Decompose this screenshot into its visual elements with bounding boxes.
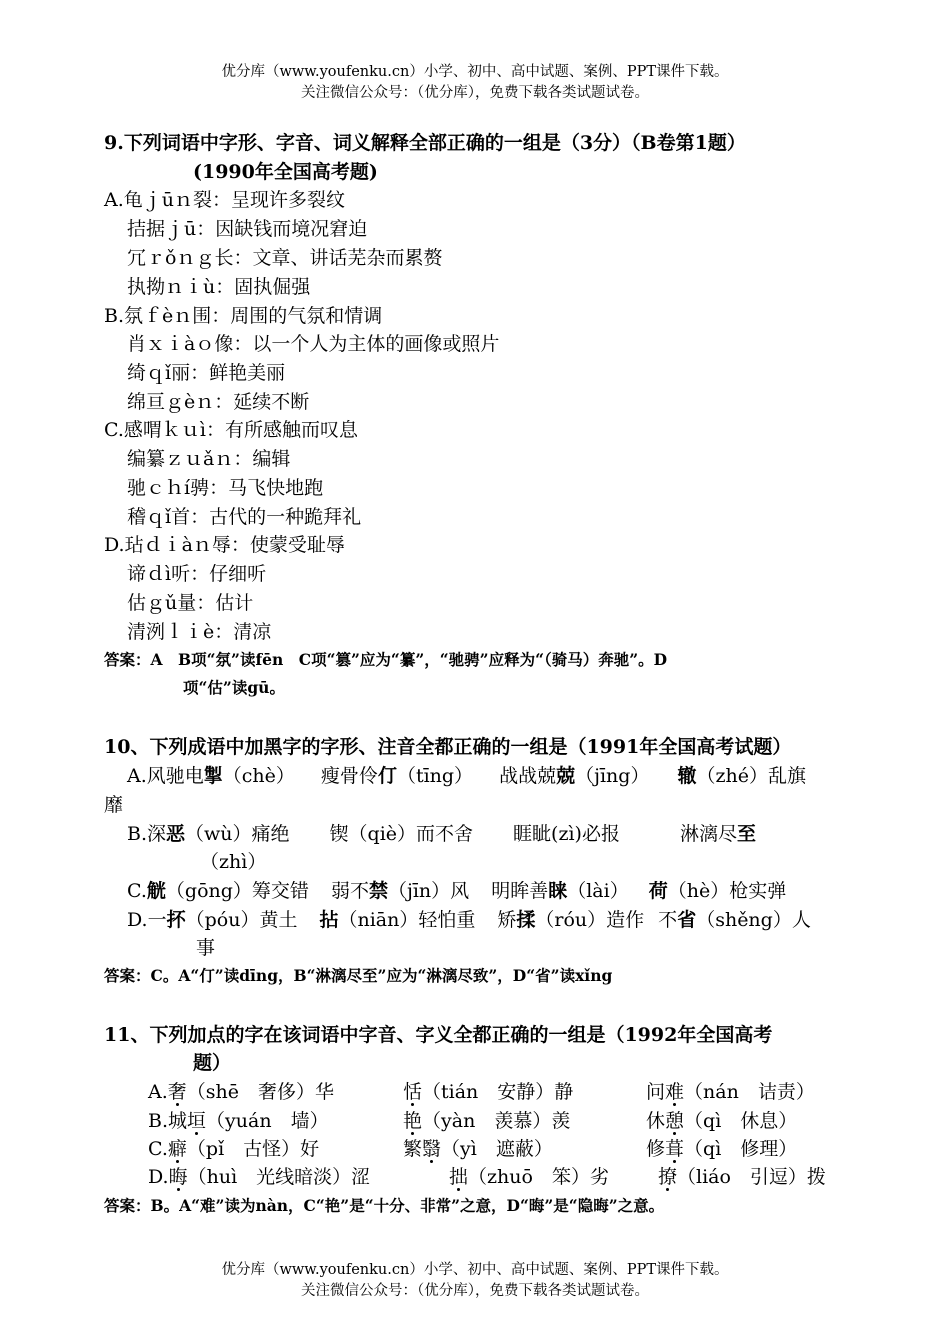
bold-char: 觥 xyxy=(146,880,166,902)
text: 修 xyxy=(646,1138,666,1160)
dotted-char: 难 xyxy=(665,1081,685,1103)
pinyin: （jīng） xyxy=(575,765,650,787)
text: C. xyxy=(148,1138,168,1160)
q9-option-a: A.龟ｊūｎ裂：呈现许多裂纹 xyxy=(104,189,345,211)
q9-answer-line-2: 项“估”读gū。 xyxy=(183,678,285,697)
bold-char: 辙 xyxy=(677,765,697,787)
text: （róu）造作 xyxy=(535,909,645,931)
text: （shěng）人 xyxy=(696,909,811,931)
q9-line: 拮据ｊū：因缺钱而境况窘迫 xyxy=(127,218,368,240)
q11-answer: 答案：B。A“难”读为nàn，C“艳”是“十分、非常”之意，D“晦”是“隐晦”之意。 xyxy=(104,1196,665,1215)
q11-row-d-col3 xyxy=(658,1163,826,1191)
text: 战战兢 xyxy=(499,765,557,787)
q11-title-line-2: 题） xyxy=(193,1052,232,1074)
text: （pǐ 古怪）好 xyxy=(186,1138,320,1160)
header-line-2: 关注微信公众号：（优分库），免费下载各类试题试卷。 xyxy=(301,85,649,101)
q9-line: 绵亘ｇèｎ：延续不断 xyxy=(127,391,310,413)
bold-char: 禁 xyxy=(368,880,388,902)
bold-char: 睐 xyxy=(548,880,568,902)
pinyin: （lài） xyxy=(567,880,629,902)
text: （qì 修理） xyxy=(684,1138,798,1160)
text: （shē 奢侈）华 xyxy=(186,1081,335,1103)
dotted-char: 憩 xyxy=(665,1110,685,1132)
bold-char: 至 xyxy=(736,823,756,845)
q11-row-a-col3 xyxy=(646,1078,815,1106)
q11-row-d-col2 xyxy=(449,1163,609,1191)
q10-option-a xyxy=(127,762,806,790)
text: B.深 xyxy=(127,823,167,845)
bold-char: 揉 xyxy=(516,909,536,931)
bold-char: 荷 xyxy=(648,880,668,902)
text: （póu）黄土 xyxy=(185,909,298,931)
q9-option-b: B.氛ｆèｎ围：周围的气氛和情调 xyxy=(104,305,383,327)
q9-line: 冗ｒǒｎｇ长：文章、讲话芜杂而累赘 xyxy=(127,247,443,269)
bold-char: 仃 xyxy=(377,765,397,787)
bold-char: 抔 xyxy=(166,909,186,931)
text: 繁 xyxy=(403,1138,423,1160)
bold-char: 省 xyxy=(677,909,697,931)
pinyin: （zhé）乱旗 xyxy=(696,765,806,787)
q9-line: 稽ｑǐ首：古代的一种跪拜礼 xyxy=(127,506,362,528)
q11-row-d-col1 xyxy=(148,1163,370,1191)
text: （gōng）筹交错 xyxy=(165,880,309,902)
q9-option-c: C.感喟ｋｕì：有所感触而叹息 xyxy=(104,419,358,441)
q9-line: 谛ｄì听：仔细听 xyxy=(127,563,267,585)
q9-line: 清洌ｌｉè：清凉 xyxy=(127,621,272,643)
text: A.风驰电 xyxy=(127,765,204,787)
text: （tián 安静）静 xyxy=(422,1081,574,1103)
q11-row-b-col3 xyxy=(646,1107,797,1135)
text: C. xyxy=(127,880,147,902)
bold-char: 恶 xyxy=(166,823,186,845)
text: 明眸善 xyxy=(491,880,549,902)
text: （zhuō 笨）劣 xyxy=(468,1166,609,1188)
text: （niān）轻怕重 xyxy=(338,909,476,931)
text: （yuán 墙） xyxy=(206,1110,329,1132)
text: A. xyxy=(148,1081,168,1103)
bold-char: 拈 xyxy=(319,909,339,931)
q9-option-d: D.玷ｄｉàｎ辱：使蒙受耻辱 xyxy=(104,534,345,556)
text: B.城 xyxy=(148,1110,188,1132)
page-footer xyxy=(0,1260,950,1302)
q11-row-c-col3 xyxy=(646,1135,797,1163)
text: D. xyxy=(148,1166,169,1188)
dotted-char: 葺 xyxy=(665,1138,685,1160)
q11-row-c-col1 xyxy=(148,1135,319,1163)
page-header xyxy=(0,62,950,104)
footer-line-2: 关注微信公众号：（优分库），免费下载各类试题试卷。 xyxy=(301,1283,649,1299)
pinyin: （chè） xyxy=(222,765,295,787)
text: （huì 光线暗淡）涩 xyxy=(187,1166,371,1188)
dotted-char: 撩 xyxy=(658,1166,678,1188)
text: （nán 诘责） xyxy=(684,1081,815,1103)
q10-option-c xyxy=(127,877,786,905)
q11-row-a-col2 xyxy=(403,1078,573,1106)
dotted-char: 奢 xyxy=(167,1081,187,1103)
header-line-1: 优分库（www.youfenku.cn）小学、初中、高中试题、案例、PPT课件下载。 xyxy=(221,64,729,80)
text: 不 xyxy=(658,909,678,931)
q9-line: 绮ｑǐ丽：鲜艳美丽 xyxy=(127,362,286,384)
q10-option-b xyxy=(127,820,756,848)
q9-title-line-1: 9.下列词语中字形、字音、词义解释全部正确的一组是（3分）（B卷第1题） xyxy=(104,132,746,154)
dotted-char: 垣 xyxy=(187,1110,207,1132)
text: 矫 xyxy=(497,909,517,931)
q9-line: 估ｇǔ量：估计 xyxy=(127,592,254,614)
q11-row-a-col1 xyxy=(148,1078,334,1106)
text: 弱不 xyxy=(330,880,369,902)
q10-option-d-wrap: 事 xyxy=(196,937,216,959)
dotted-char: 癖 xyxy=(167,1138,187,1160)
text: （yì 遮蔽） xyxy=(441,1138,553,1160)
q9-line: 肖ｘｉàｏ像：以一个人为主体的画像或照片 xyxy=(127,333,500,355)
bold-char: 兢 xyxy=(556,765,576,787)
text: 问 xyxy=(646,1081,666,1103)
text: （wù）痛绝 xyxy=(185,823,290,845)
dotted-char: 艳 xyxy=(403,1110,423,1132)
text: 睚眦(zì)必报 xyxy=(513,823,620,845)
text: D.一 xyxy=(127,909,167,931)
text: 锲（qiè）而不舍 xyxy=(329,823,474,845)
text: （qì 休息） xyxy=(684,1110,798,1132)
pinyin: （tīng） xyxy=(396,765,474,787)
q10-title: 10、下列成语中加黑字的字形、注音全都正确的一组是（1991年全国高考试题） xyxy=(104,736,792,758)
q10-option-a-wrap: 靡 xyxy=(104,794,124,816)
text: （liáo 引逗）拨 xyxy=(677,1166,826,1188)
text: （yàn 羡慕）羡 xyxy=(422,1110,571,1132)
text: 瘦骨伶 xyxy=(320,765,378,787)
q9-line: 编纂ｚｕǎｎ：编辑 xyxy=(127,448,291,470)
q9-answer-line-1: 答案：A B项“氛”读fēn C项“篡”应为“纂”，“驰骋”应释为“（骑马）奔驰”。D xyxy=(104,650,668,669)
q9-line: 驰ｃｈí骋：马飞快地跑 xyxy=(127,477,324,499)
q9-line: 执拗ｎｉù：固执倔强 xyxy=(127,276,311,298)
bold-char: 掣 xyxy=(203,765,223,787)
dotted-char: 恬 xyxy=(403,1081,423,1103)
q10-answer: 答案：C。A“仃”读dīng，B“淋漓尽至”应为“淋漓尽致”，D“省”读xǐng xyxy=(104,966,613,985)
q11-title-line-1: 11、下列加点的字在该词语中字音、字义全都正确的一组是（1992年全国高考 xyxy=(104,1024,773,1046)
footer-line-1: 优分库（www.youfenku.cn）小学、初中、高中试题、案例、PPT课件下载。 xyxy=(221,1262,729,1278)
dotted-char: 拙 xyxy=(449,1166,469,1188)
q10-option-d xyxy=(127,906,811,934)
dotted-char: 晦 xyxy=(168,1166,188,1188)
q10-option-b-wrap: （zhì） xyxy=(200,851,267,873)
text: 休 xyxy=(646,1110,666,1132)
q11-row-b-col1 xyxy=(148,1107,329,1135)
q11-row-c-col2 xyxy=(403,1135,553,1163)
q9-title-line-2: (1990年全国高考题) xyxy=(193,161,378,183)
text: （hè）枪实弹 xyxy=(667,880,787,902)
dotted-char: 翳 xyxy=(422,1138,442,1160)
text: 淋漓尽 xyxy=(679,823,737,845)
q11-row-b-col2 xyxy=(403,1107,570,1135)
text: （jīn）风 xyxy=(387,880,470,902)
